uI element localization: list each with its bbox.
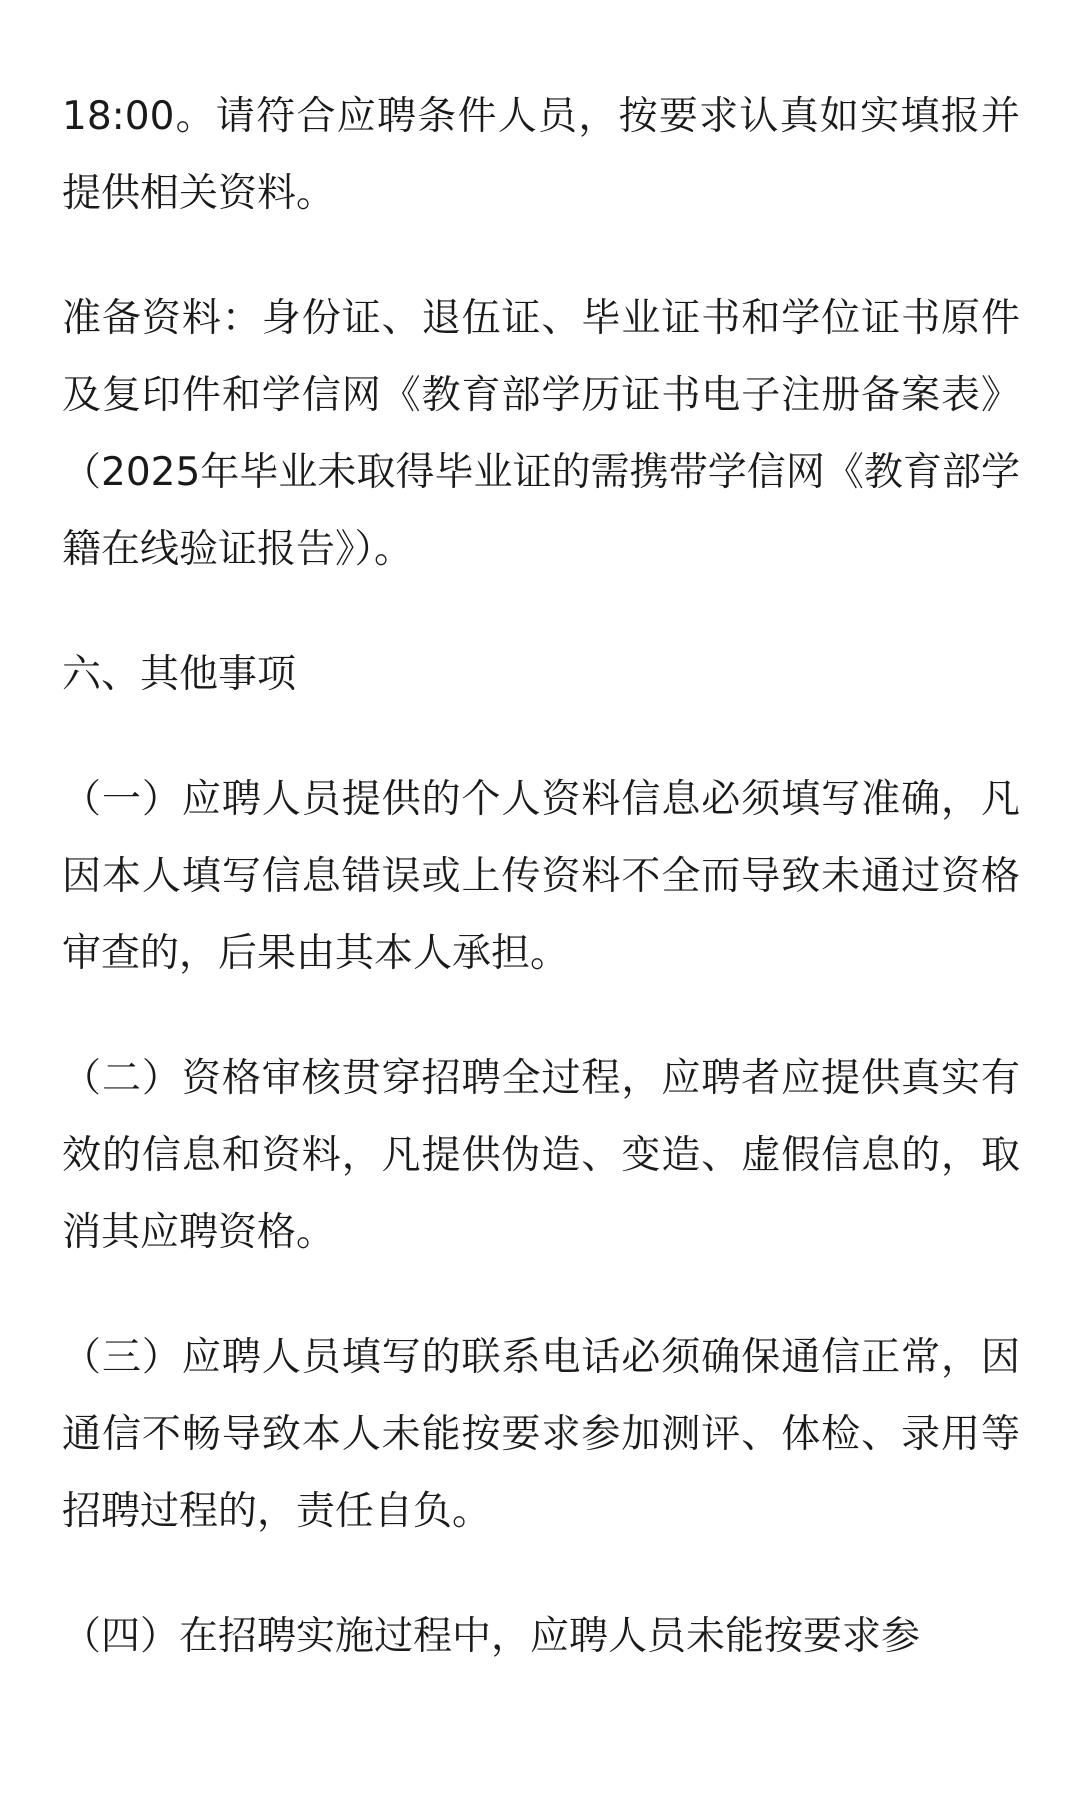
paragraph-item-1: （一）应聘人员提供的个人资料信息必须填写准确，凡因本人填写信息错误或上传资料不全而导致未通过资格审查的，后果由其本人承担。 xyxy=(62,777,1020,976)
paragraph-required-materials: 准备资料：身份证、退伍证、毕业证书和学位证书原件及复印件和学信网《教育部学历证书电子注册备案表》（2025年毕业未取得毕业证的需携带学信网《教育部学籍在线验证报告》）。 xyxy=(62,296,1020,572)
paragraph-item-3: （三）应聘人员填写的联系电话必须确保通信正常，因通信不畅导致本人未能按要求参加测评、体检、录用等招聘过程的，责任自负。 xyxy=(62,1335,1020,1534)
paragraph-item-4: （四）在招聘实施过程中，应聘人员未能按要求参 xyxy=(62,1614,921,1659)
paragraph-item-2: （二）资格审核贯穿招聘全过程，应聘者应提供真实有效的信息和资料，凡提供伪造、变造、虚假信息的，取消其应聘资格。 xyxy=(62,1056,1020,1255)
paragraph-application-note: 18:00。请符合应聘条件人员，按要求认真如实填报并提供相关资料。 xyxy=(62,94,1020,216)
article-body xyxy=(62,78,1020,1723)
section-heading-other-matters: 六、其他事项 xyxy=(62,652,297,697)
